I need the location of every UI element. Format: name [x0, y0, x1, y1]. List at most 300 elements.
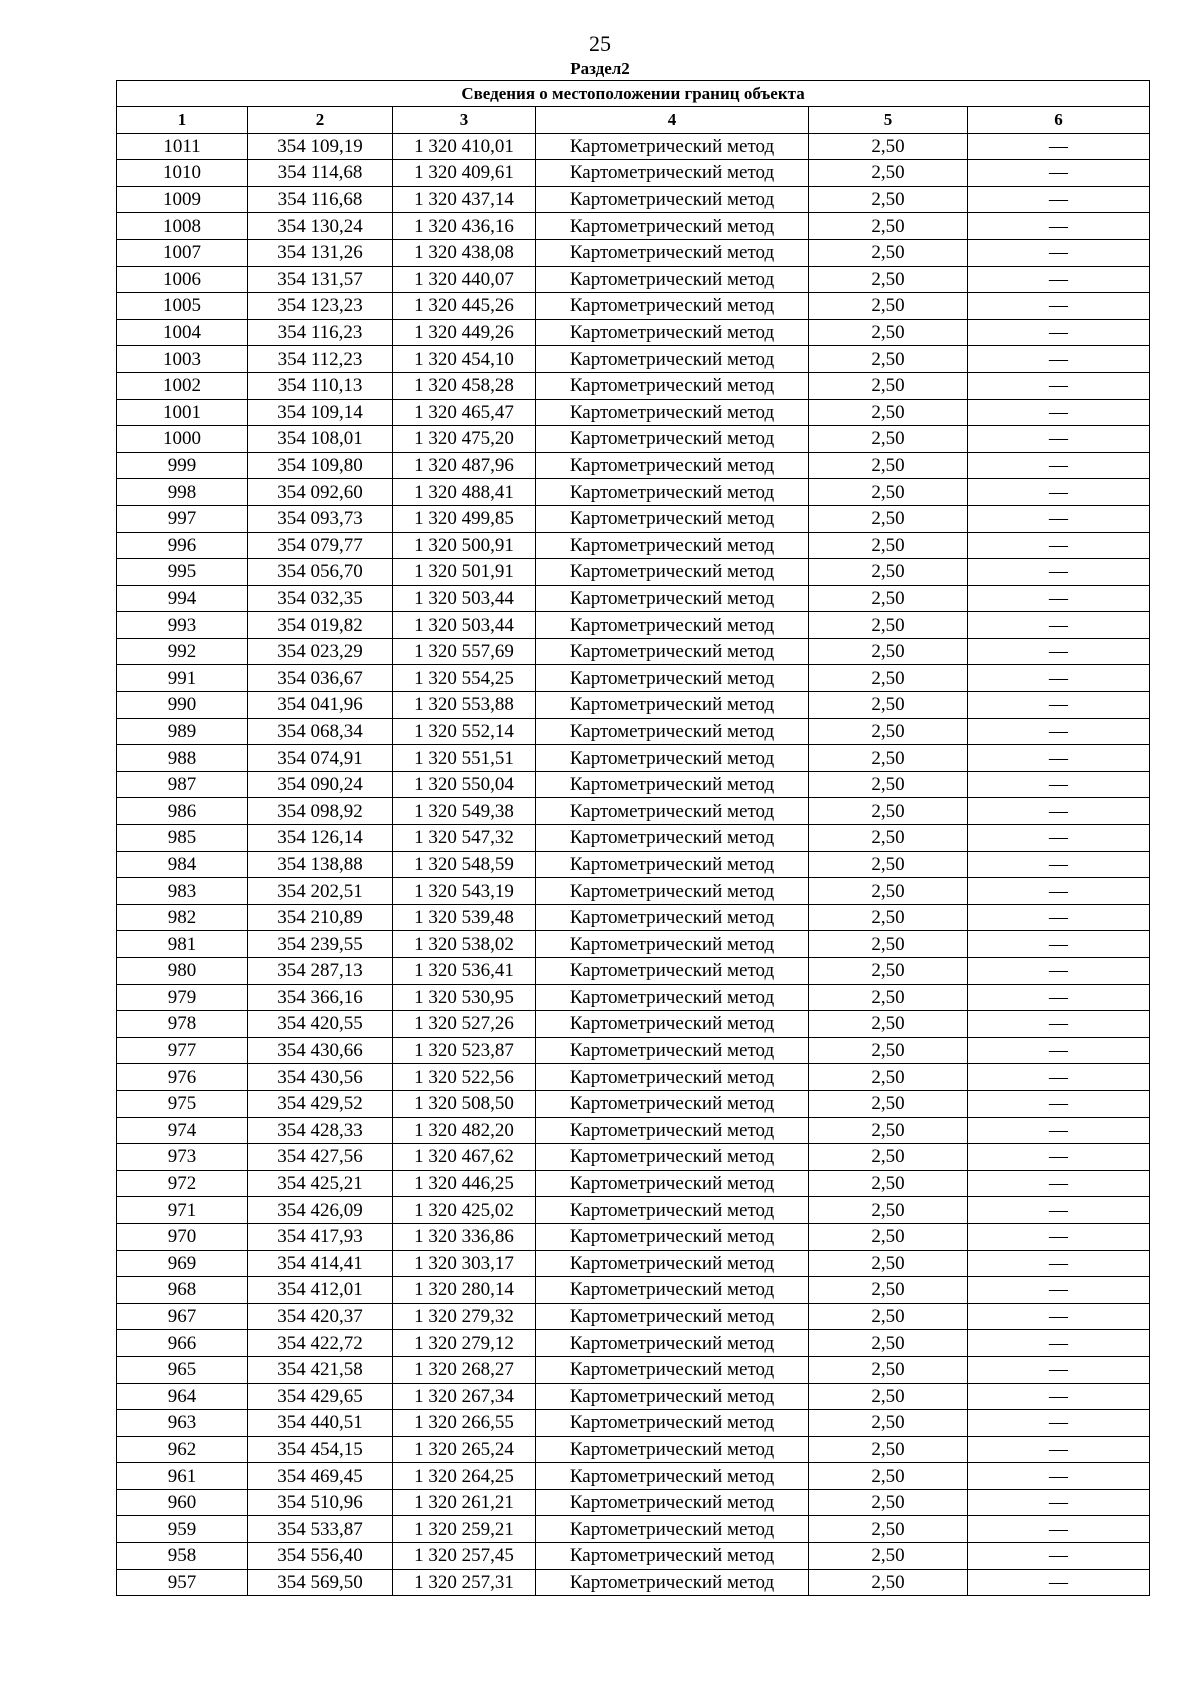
accuracy-cell: 2,50 — [809, 505, 968, 532]
column-number-row — [117, 107, 1150, 134]
table-row — [117, 479, 1150, 506]
table-row — [117, 1436, 1150, 1463]
note-cell: — — [968, 452, 1150, 479]
method-cell: Картометрический метод — [536, 585, 809, 612]
method-cell: Картометрический метод — [536, 1064, 809, 1091]
point-number-cell: 988 — [117, 745, 248, 772]
method-cell: Картометрический метод — [536, 559, 809, 586]
method-cell: Картометрический метод — [536, 372, 809, 399]
y-coordinate-cell: 1 320 552,14 — [393, 718, 536, 745]
y-coordinate-cell: 1 320 264,25 — [393, 1463, 536, 1490]
accuracy-cell: 2,50 — [809, 585, 968, 612]
point-number-cell: 1003 — [117, 346, 248, 373]
method-cell: Картометрический метод — [536, 160, 809, 187]
x-coordinate-cell: 354 131,26 — [248, 239, 393, 266]
y-coordinate-cell: 1 320 553,88 — [393, 692, 536, 719]
table-row — [117, 213, 1150, 240]
y-coordinate-cell: 1 320 265,24 — [393, 1436, 536, 1463]
column-header: 3 — [393, 107, 536, 134]
y-coordinate-cell: 1 320 445,26 — [393, 293, 536, 320]
y-coordinate-cell: 1 320 268,27 — [393, 1356, 536, 1383]
accuracy-cell: 2,50 — [809, 692, 968, 719]
method-cell: Картометрический метод — [536, 1569, 809, 1596]
accuracy-cell: 2,50 — [809, 452, 968, 479]
point-number-cell: 959 — [117, 1516, 248, 1543]
note-cell: — — [968, 1410, 1150, 1437]
method-cell: Картометрический метод — [536, 1303, 809, 1330]
note-cell: — — [968, 904, 1150, 931]
point-number-cell: 972 — [117, 1170, 248, 1197]
accuracy-cell: 2,50 — [809, 346, 968, 373]
method-cell: Картометрический метод — [536, 638, 809, 665]
x-coordinate-cell: 354 074,91 — [248, 745, 393, 772]
note-cell: — — [968, 239, 1150, 266]
point-number-cell: 986 — [117, 798, 248, 825]
y-coordinate-cell: 1 320 523,87 — [393, 1037, 536, 1064]
x-coordinate-cell: 354 417,93 — [248, 1223, 393, 1250]
y-coordinate-cell: 1 320 257,31 — [393, 1569, 536, 1596]
y-coordinate-cell: 1 320 259,21 — [393, 1516, 536, 1543]
method-cell: Картометрический метод — [536, 1037, 809, 1064]
note-cell: — — [968, 266, 1150, 293]
method-cell: Картометрический метод — [536, 1410, 809, 1437]
point-number-cell: 998 — [117, 479, 248, 506]
accuracy-cell: 2,50 — [809, 1383, 968, 1410]
x-coordinate-cell: 354 090,24 — [248, 771, 393, 798]
accuracy-cell: 2,50 — [809, 133, 968, 160]
point-number-cell: 982 — [117, 904, 248, 931]
y-coordinate-cell: 1 320 266,55 — [393, 1410, 536, 1437]
accuracy-cell: 2,50 — [809, 372, 968, 399]
x-coordinate-cell: 354 079,77 — [248, 532, 393, 559]
x-coordinate-cell: 354 068,34 — [248, 718, 393, 745]
note-cell: — — [968, 213, 1150, 240]
x-coordinate-cell: 354 126,14 — [248, 825, 393, 852]
point-number-cell: 1005 — [117, 293, 248, 320]
table-row — [117, 160, 1150, 187]
accuracy-cell: 2,50 — [809, 1410, 968, 1437]
accuracy-cell: 2,50 — [809, 612, 968, 639]
table-row — [117, 559, 1150, 586]
y-coordinate-cell: 1 320 551,51 — [393, 745, 536, 772]
point-number-cell: 990 — [117, 692, 248, 719]
y-coordinate-cell: 1 320 550,04 — [393, 771, 536, 798]
table-row — [117, 399, 1150, 426]
table-row — [117, 1569, 1150, 1596]
accuracy-cell: 2,50 — [809, 1250, 968, 1277]
note-cell: — — [968, 160, 1150, 187]
note-cell: — — [968, 745, 1150, 772]
note-cell: — — [968, 878, 1150, 905]
section-label: Раздел2 — [570, 59, 630, 78]
method-cell: Картометрический метод — [536, 1197, 809, 1224]
note-cell: — — [968, 559, 1150, 586]
method-cell: Картометрический метод — [536, 1250, 809, 1277]
accuracy-cell: 2,50 — [809, 559, 968, 586]
y-coordinate-cell: 1 320 336,86 — [393, 1223, 536, 1250]
y-coordinate-cell: 1 320 454,10 — [393, 346, 536, 373]
y-coordinate-cell: 1 320 554,25 — [393, 665, 536, 692]
y-coordinate-cell: 1 320 543,19 — [393, 878, 536, 905]
point-number-cell: 1002 — [117, 372, 248, 399]
point-number-cell: 976 — [117, 1064, 248, 1091]
point-number-cell: 1001 — [117, 399, 248, 426]
method-cell: Картометрический метод — [536, 213, 809, 240]
x-coordinate-cell: 354 510,96 — [248, 1489, 393, 1516]
method-cell: Картометрический метод — [536, 931, 809, 958]
x-coordinate-cell: 354 130,24 — [248, 213, 393, 240]
y-coordinate-cell: 1 320 527,26 — [393, 1011, 536, 1038]
x-coordinate-cell: 354 036,67 — [248, 665, 393, 692]
point-number-cell: 965 — [117, 1356, 248, 1383]
table-row — [117, 1463, 1150, 1490]
y-coordinate-cell: 1 320 261,21 — [393, 1489, 536, 1516]
point-number-cell: 967 — [117, 1303, 248, 1330]
table-row — [117, 1170, 1150, 1197]
x-coordinate-cell: 354 109,80 — [248, 452, 393, 479]
note-cell: — — [968, 426, 1150, 453]
accuracy-cell: 2,50 — [809, 532, 968, 559]
method-cell: Картометрический метод — [536, 1011, 809, 1038]
table-row — [117, 878, 1150, 905]
accuracy-cell: 2,50 — [809, 479, 968, 506]
note-cell: — — [968, 984, 1150, 1011]
table-row — [117, 1330, 1150, 1357]
x-coordinate-cell: 354 287,13 — [248, 958, 393, 985]
table-row — [117, 825, 1150, 852]
note-cell: — — [968, 798, 1150, 825]
table-row — [117, 1516, 1150, 1543]
point-number-cell: 962 — [117, 1436, 248, 1463]
coordinates-table — [116, 80, 1150, 1596]
table-row — [117, 1250, 1150, 1277]
note-cell: — — [968, 1223, 1150, 1250]
note-cell: — — [968, 1303, 1150, 1330]
x-coordinate-cell: 354 454,15 — [248, 1436, 393, 1463]
table-row — [117, 186, 1150, 213]
accuracy-cell: 2,50 — [809, 638, 968, 665]
table-row — [117, 1011, 1150, 1038]
x-coordinate-cell: 354 109,19 — [248, 133, 393, 160]
note-cell: — — [968, 1356, 1150, 1383]
note-cell: — — [968, 1436, 1150, 1463]
point-number-cell: 969 — [117, 1250, 248, 1277]
point-number-cell: 975 — [117, 1090, 248, 1117]
method-cell: Картометрический метод — [536, 958, 809, 985]
y-coordinate-cell: 1 320 279,12 — [393, 1330, 536, 1357]
y-coordinate-cell: 1 320 487,96 — [393, 452, 536, 479]
accuracy-cell: 2,50 — [809, 718, 968, 745]
accuracy-cell: 2,50 — [809, 1543, 968, 1570]
accuracy-cell: 2,50 — [809, 426, 968, 453]
y-coordinate-cell: 1 320 501,91 — [393, 559, 536, 586]
x-coordinate-cell: 354 210,89 — [248, 904, 393, 931]
y-coordinate-cell: 1 320 547,32 — [393, 825, 536, 852]
note-cell: — — [968, 319, 1150, 346]
accuracy-cell: 2,50 — [809, 160, 968, 187]
table-row — [117, 1489, 1150, 1516]
table-row — [117, 1197, 1150, 1224]
x-coordinate-cell: 354 420,55 — [248, 1011, 393, 1038]
x-coordinate-cell: 354 123,23 — [248, 293, 393, 320]
method-cell: Картометрический метод — [536, 851, 809, 878]
table-title: Сведения о местоположении границ объекта — [117, 81, 1150, 107]
accuracy-cell: 2,50 — [809, 1516, 968, 1543]
accuracy-cell: 2,50 — [809, 186, 968, 213]
note-cell: — — [968, 1569, 1150, 1596]
y-coordinate-cell: 1 320 536,41 — [393, 958, 536, 985]
accuracy-cell: 2,50 — [809, 851, 968, 878]
accuracy-cell: 2,50 — [809, 1090, 968, 1117]
y-coordinate-cell: 1 320 440,07 — [393, 266, 536, 293]
table-row — [117, 293, 1150, 320]
point-number-cell: 994 — [117, 585, 248, 612]
x-coordinate-cell: 354 427,56 — [248, 1144, 393, 1171]
accuracy-cell: 2,50 — [809, 771, 968, 798]
table-row — [117, 532, 1150, 559]
table-row — [117, 1117, 1150, 1144]
note-cell: — — [968, 346, 1150, 373]
method-cell: Картометрический метод — [536, 692, 809, 719]
x-coordinate-cell: 354 422,72 — [248, 1330, 393, 1357]
x-coordinate-cell: 354 425,21 — [248, 1170, 393, 1197]
table-row — [117, 638, 1150, 665]
table-row — [117, 612, 1150, 639]
method-cell: Картометрический метод — [536, 904, 809, 931]
point-number-cell: 961 — [117, 1463, 248, 1490]
method-cell: Картометрический метод — [536, 426, 809, 453]
x-coordinate-cell: 354 556,40 — [248, 1543, 393, 1570]
note-cell: — — [968, 958, 1150, 985]
table-row — [117, 1543, 1150, 1570]
accuracy-cell: 2,50 — [809, 239, 968, 266]
y-coordinate-cell: 1 320 508,50 — [393, 1090, 536, 1117]
accuracy-cell: 2,50 — [809, 1330, 968, 1357]
y-coordinate-cell: 1 320 475,20 — [393, 426, 536, 453]
method-cell: Картометрический метод — [536, 1463, 809, 1490]
table-row — [117, 585, 1150, 612]
y-coordinate-cell: 1 320 410,01 — [393, 133, 536, 160]
point-number-cell: 980 — [117, 958, 248, 985]
table-row — [117, 665, 1150, 692]
accuracy-cell: 2,50 — [809, 293, 968, 320]
table-row — [117, 904, 1150, 931]
note-cell: — — [968, 718, 1150, 745]
y-coordinate-cell: 1 320 548,59 — [393, 851, 536, 878]
table-row — [117, 851, 1150, 878]
table-row — [117, 1383, 1150, 1410]
note-cell: — — [968, 1463, 1150, 1490]
accuracy-cell: 2,50 — [809, 1277, 968, 1304]
note-cell: — — [968, 1117, 1150, 1144]
y-coordinate-cell: 1 320 503,44 — [393, 585, 536, 612]
note-cell: — — [968, 479, 1150, 506]
point-number-cell: 999 — [117, 452, 248, 479]
y-coordinate-cell: 1 320 425,02 — [393, 1197, 536, 1224]
point-number-cell: 991 — [117, 665, 248, 692]
point-number-cell: 960 — [117, 1489, 248, 1516]
table-body — [117, 133, 1150, 1596]
y-coordinate-cell: 1 320 465,47 — [393, 399, 536, 426]
point-number-cell: 993 — [117, 612, 248, 639]
x-coordinate-cell: 354 428,33 — [248, 1117, 393, 1144]
method-cell: Картометрический метод — [536, 479, 809, 506]
table-row — [117, 372, 1150, 399]
table-row — [117, 266, 1150, 293]
method-cell: Картометрический метод — [536, 878, 809, 905]
method-cell: Картометрический метод — [536, 266, 809, 293]
x-coordinate-cell: 354 420,37 — [248, 1303, 393, 1330]
x-coordinate-cell: 354 093,73 — [248, 505, 393, 532]
accuracy-cell: 2,50 — [809, 1303, 968, 1330]
table-row — [117, 931, 1150, 958]
x-coordinate-cell: 354 430,56 — [248, 1064, 393, 1091]
point-number-cell: 966 — [117, 1330, 248, 1357]
method-cell: Картометрический метод — [536, 798, 809, 825]
accuracy-cell: 2,50 — [809, 878, 968, 905]
table-row — [117, 798, 1150, 825]
accuracy-cell: 2,50 — [809, 1144, 968, 1171]
method-cell: Картометрический метод — [536, 984, 809, 1011]
method-cell: Картометрический метод — [536, 1356, 809, 1383]
accuracy-cell: 2,50 — [809, 745, 968, 772]
x-coordinate-cell: 354 414,41 — [248, 1250, 393, 1277]
method-cell: Картометрический метод — [536, 1383, 809, 1410]
note-cell: — — [968, 612, 1150, 639]
note-cell: — — [968, 1011, 1150, 1038]
table-row — [117, 1064, 1150, 1091]
method-cell: Картометрический метод — [536, 1144, 809, 1171]
column-header: 2 — [248, 107, 393, 134]
note-cell: — — [968, 1277, 1150, 1304]
point-number-cell: 983 — [117, 878, 248, 905]
point-number-cell: 971 — [117, 1197, 248, 1224]
x-coordinate-cell: 354 032,35 — [248, 585, 393, 612]
x-coordinate-cell: 354 109,14 — [248, 399, 393, 426]
y-coordinate-cell: 1 320 539,48 — [393, 904, 536, 931]
column-header: 5 — [809, 107, 968, 134]
x-coordinate-cell: 354 202,51 — [248, 878, 393, 905]
note-cell: — — [968, 1037, 1150, 1064]
table-row — [117, 745, 1150, 772]
x-coordinate-cell: 354 412,01 — [248, 1277, 393, 1304]
point-number-cell: 958 — [117, 1543, 248, 1570]
x-coordinate-cell: 354 469,45 — [248, 1463, 393, 1490]
table-row — [117, 958, 1150, 985]
x-coordinate-cell: 354 041,96 — [248, 692, 393, 719]
method-cell: Картометрический метод — [536, 1516, 809, 1543]
x-coordinate-cell: 354 440,51 — [248, 1410, 393, 1437]
point-number-cell: 973 — [117, 1144, 248, 1171]
accuracy-cell: 2,50 — [809, 665, 968, 692]
accuracy-cell: 2,50 — [809, 319, 968, 346]
method-cell: Картометрический метод — [536, 186, 809, 213]
accuracy-cell: 2,50 — [809, 1436, 968, 1463]
y-coordinate-cell: 1 320 303,17 — [393, 1250, 536, 1277]
table-row — [117, 692, 1150, 719]
note-cell: — — [968, 1543, 1150, 1570]
y-coordinate-cell: 1 320 500,91 — [393, 532, 536, 559]
accuracy-cell: 2,50 — [809, 213, 968, 240]
y-coordinate-cell: 1 320 557,69 — [393, 638, 536, 665]
y-coordinate-cell: 1 320 522,56 — [393, 1064, 536, 1091]
y-coordinate-cell: 1 320 549,38 — [393, 798, 536, 825]
table-row — [117, 452, 1150, 479]
point-number-cell: 1004 — [117, 319, 248, 346]
x-coordinate-cell: 354 110,13 — [248, 372, 393, 399]
column-header: 1 — [117, 107, 248, 134]
point-number-cell: 1009 — [117, 186, 248, 213]
point-number-cell: 968 — [117, 1277, 248, 1304]
method-cell: Картометрический метод — [536, 1090, 809, 1117]
table-row — [117, 1410, 1150, 1437]
accuracy-cell: 2,50 — [809, 1170, 968, 1197]
y-coordinate-cell: 1 320 499,85 — [393, 505, 536, 532]
note-cell: — — [968, 1197, 1150, 1224]
point-number-cell: 1008 — [117, 213, 248, 240]
method-cell: Картометрический метод — [536, 1543, 809, 1570]
method-cell: Картометрический метод — [536, 133, 809, 160]
x-coordinate-cell: 354 430,66 — [248, 1037, 393, 1064]
x-coordinate-cell: 354 023,29 — [248, 638, 393, 665]
accuracy-cell: 2,50 — [809, 1356, 968, 1383]
x-coordinate-cell: 354 421,58 — [248, 1356, 393, 1383]
method-cell: Картометрический метод — [536, 319, 809, 346]
table-row — [117, 1144, 1150, 1171]
x-coordinate-cell: 354 098,92 — [248, 798, 393, 825]
y-coordinate-cell: 1 320 458,28 — [393, 372, 536, 399]
method-cell: Картометрический метод — [536, 346, 809, 373]
note-cell: — — [968, 825, 1150, 852]
note-cell: — — [968, 585, 1150, 612]
point-number-cell: 1010 — [117, 160, 248, 187]
point-number-cell: 992 — [117, 638, 248, 665]
y-coordinate-cell: 1 320 279,32 — [393, 1303, 536, 1330]
method-cell: Картометрический метод — [536, 452, 809, 479]
note-cell: — — [968, 1064, 1150, 1091]
point-number-cell: 963 — [117, 1410, 248, 1437]
note-cell: — — [968, 133, 1150, 160]
method-cell: Картометрический метод — [536, 1436, 809, 1463]
note-cell: — — [968, 1250, 1150, 1277]
table-row — [117, 1356, 1150, 1383]
note-cell: — — [968, 771, 1150, 798]
table-row — [117, 984, 1150, 1011]
y-coordinate-cell: 1 320 449,26 — [393, 319, 536, 346]
note-cell: — — [968, 186, 1150, 213]
method-cell: Картометрический метод — [536, 771, 809, 798]
x-coordinate-cell: 354 114,68 — [248, 160, 393, 187]
point-number-cell: 977 — [117, 1037, 248, 1064]
y-coordinate-cell: 1 320 437,14 — [393, 186, 536, 213]
method-cell: Картометрический метод — [536, 293, 809, 320]
y-coordinate-cell: 1 320 446,25 — [393, 1170, 536, 1197]
y-coordinate-cell: 1 320 280,14 — [393, 1277, 536, 1304]
table-row — [117, 239, 1150, 266]
point-number-cell: 985 — [117, 825, 248, 852]
note-cell: — — [968, 1489, 1150, 1516]
x-coordinate-cell: 354 239,55 — [248, 931, 393, 958]
x-coordinate-cell: 354 533,87 — [248, 1516, 393, 1543]
page-number: 25 — [589, 31, 611, 56]
x-coordinate-cell: 354 092,60 — [248, 479, 393, 506]
accuracy-cell: 2,50 — [809, 399, 968, 426]
table-row — [117, 133, 1150, 160]
accuracy-cell: 2,50 — [809, 958, 968, 985]
x-coordinate-cell: 354 116,68 — [248, 186, 393, 213]
y-coordinate-cell: 1 320 503,44 — [393, 612, 536, 639]
accuracy-cell: 2,50 — [809, 1223, 968, 1250]
